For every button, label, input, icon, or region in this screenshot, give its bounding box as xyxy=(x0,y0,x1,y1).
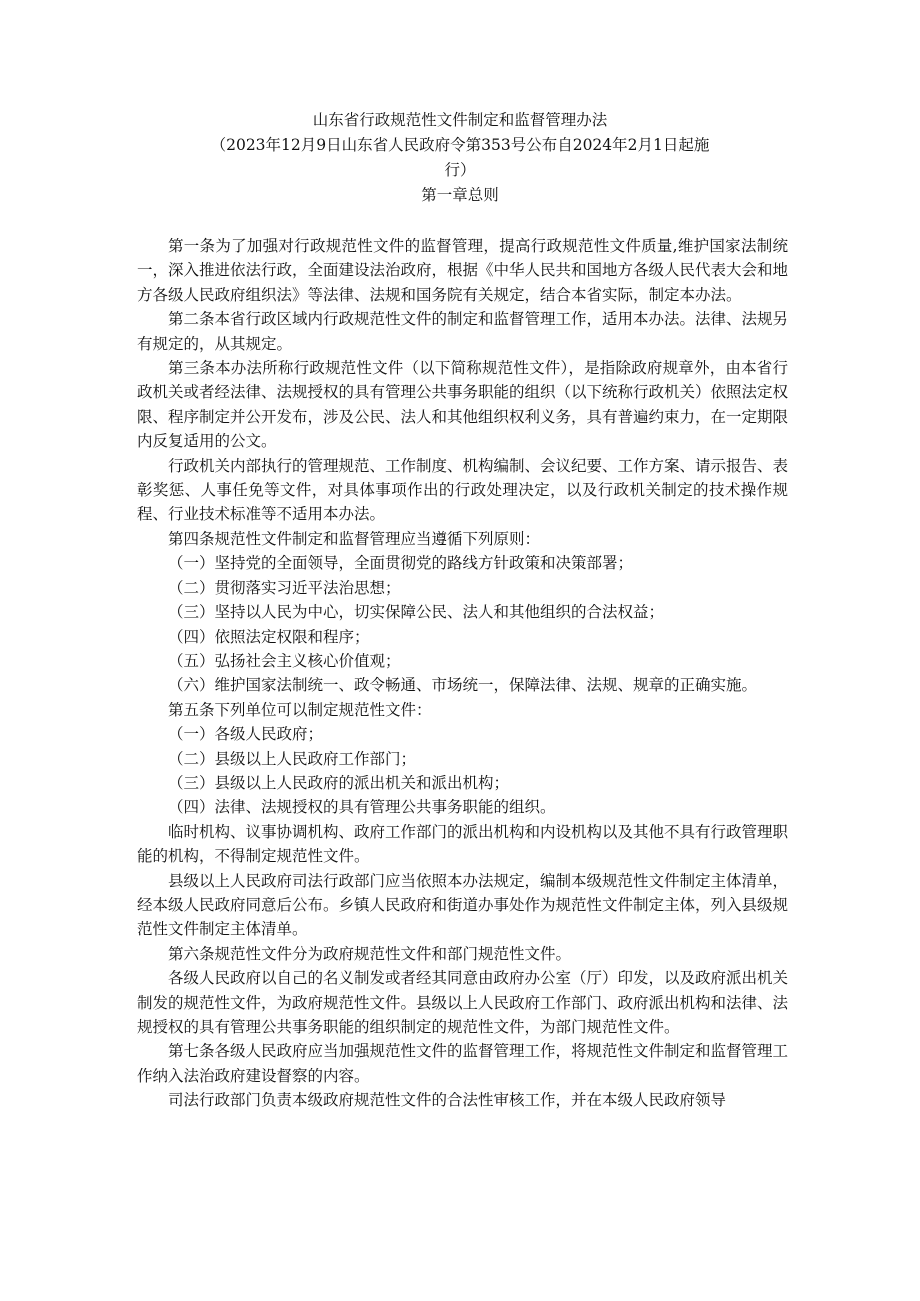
list-item-principle-1: （一）坚持党的全面领导，全面贯彻党的路线方针政策和决策部署； xyxy=(168,554,634,573)
paragraph-article-3-exclusions: 行政机关内部执行的管理规范、工作制度、机构编制、会议纪要、工作方案、请示报告、表彰奖惩、人事任免等文件，对具体事项作出的行政处理决定，以及行政机关制定的技术操作规程、行业技术标准等不适用本办法。 xyxy=(137,456,789,524)
paragraph-article-3: 第三条本办法所称行政规范性文件（以下简称规范性文件），是指除政府规章外，由本省行政机关或者经法律、法规授权的具有管理公共事务职能的组织（以下统称行政机关）依照法定权限、程序制定并公开发布，涉及公民、法人和其他组织权利义务，具有普遍约束力，在一定期限内反复适用的公文。 xyxy=(137,359,789,451)
paragraph-article-6: 第六条规范性文件分为政府规范性文件和部门规范性文件。 xyxy=(168,944,572,963)
title-block xyxy=(120,108,800,208)
paragraph-article-7-continued: 司法行政部门负责本级政府规范性文件的合法性审核工作，并在本级人民政府领导 xyxy=(168,1091,727,1110)
paragraph-article-5-list: 县级以上人民政府司法行政部门应当依照本办法规定，编制本级规范性文件制定主体清单，经本级人民政府同意后公布。乡镇人民政府和街道办事处作为规范性文件制定主体，列入县级规范性文件制定主体清单。 xyxy=(137,871,789,939)
paragraph-article-7: 第七条各级人民政府应当加强规范性文件的监督管理工作，将规范性文件制定和监督管理工作纳入法治政府建设督察的内容。 xyxy=(137,1042,789,1085)
list-item-entity-1: （一）各级人民政府； xyxy=(168,725,324,744)
list-item-principle-6: （六）维护国家法制统一、政令畅通、市场统一，保障法律、法规、规章的正确实施。 xyxy=(168,676,758,695)
document-body xyxy=(137,234,788,1113)
chapter-heading: 第一章总则 xyxy=(421,186,499,204)
document-subtitle: （2023年12月9日山东省人民政府令第353号公布自2024年2月1日起施 xyxy=(210,136,710,154)
list-item-principle-2: （二）贯彻落实习近平法治思想； xyxy=(168,578,401,597)
list-item-entity-4: （四）法律、法规授权的具有管理公共事务职能的组织。 xyxy=(168,798,556,817)
paragraph-article-6-definitions: 各级人民政府以自己的名义制发或者经其同意由政府办公室（厅）印发，以及政府派出机关制发的规范性文件，为政府规范性文件。县级以上人民政府工作部门、政府派出机构和法律、法规授权的具有管理公共事务职能的组织制定的规范性文件，为部门规范性文件。 xyxy=(137,969,789,1036)
list-item-entity-3: （三）县级以上人民政府的派出机关和派出机构； xyxy=(168,773,510,792)
list-item-principle-5: （五）弘扬社会主义核心价值观； xyxy=(168,651,401,670)
list-item-entity-2: （二）县级以上人民政府工作部门； xyxy=(168,749,417,768)
list-item-principle-4: （四）依照法定权限和程序； xyxy=(168,627,370,646)
paragraph-article-5: 第五条下列单位可以制定规范性文件： xyxy=(168,700,432,719)
document-title: 山东省行政规范性文件制定和监督管理办法 xyxy=(312,111,608,129)
list-item-principle-3: （三）坚持以人民为中心，切实保障公民、法人和其他组织的合法权益； xyxy=(168,603,665,622)
paragraph-article-1: 第一条为了加强对行政规范性文件的监督管理，提高行政规范性文件质量,维护国家法制统一，深入推进依法行政，全面建设法治政府，根据《中华人民共和国地方各级人民代表大会和地方各级人民政府组织法》等法律、法规和国务院有关规定，结合本省实际，制定本办法。 xyxy=(137,237,789,304)
paragraph-article-5-exclusions: 临时机构、议事协调机构、政府工作部门的派出机构和内设机构以及其他不具有行政管理职能的机构，不得制定规范性文件。 xyxy=(137,822,789,866)
document-subtitle-continued: 行） xyxy=(444,161,476,179)
paragraph-article-4: 第四条规范性文件制定和监督管理应当遵循下列原则： xyxy=(168,529,541,548)
paragraph-article-2: 第二条本省行政区域内行政规范性文件的制定和监督管理工作，适用本办法。法律、法规另有规定的，从其规定。 xyxy=(137,310,789,353)
